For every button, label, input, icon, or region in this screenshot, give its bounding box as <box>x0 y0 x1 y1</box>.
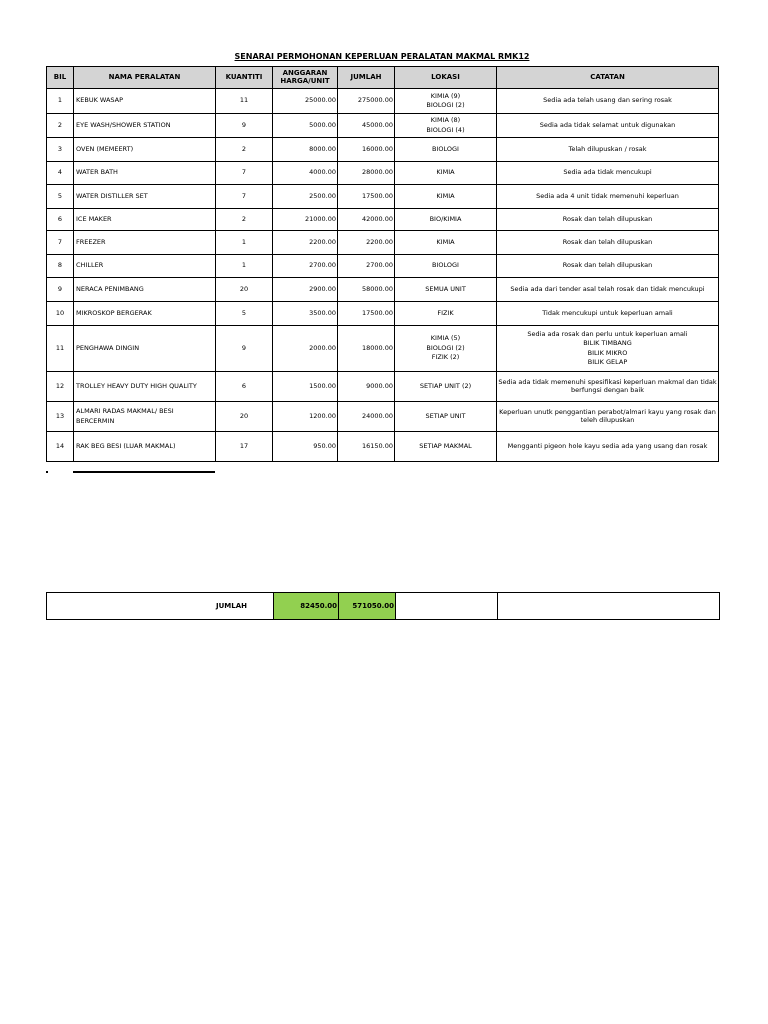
lokasi-line: SETIAP UNIT (2) <box>419 381 472 390</box>
cell-jumlah: 16000.00 <box>338 138 395 162</box>
cell-bil: 1 <box>47 89 74 114</box>
table-row <box>47 255 719 278</box>
cell-nama-peralatan: ALMARI RADAS MAKMAL/ BESI BERCERMIN <box>74 402 216 432</box>
cell-jumlah: 58000.00 <box>338 278 395 302</box>
lokasi-line: KIMIA <box>436 191 455 200</box>
table-row <box>47 138 719 162</box>
lokasi-line: BIOLOGI (2) <box>426 101 465 109</box>
catatan-line: Sedia ada telah usang dan sering rosak <box>543 96 672 105</box>
cell-kuantiti: 2 <box>216 209 273 231</box>
cell-lokasi <box>395 209 497 231</box>
cell-bil: 3 <box>47 138 74 162</box>
header-nama-peralatan: NAMA PERALATAN <box>74 67 216 89</box>
cell-kuantiti: 11 <box>216 89 273 114</box>
cell-harga-unit: 2700.00 <box>273 255 338 278</box>
catatan-line: Tidak mencukupi untuk keperluan amali <box>542 308 673 317</box>
cell-kuantiti: 7 <box>216 185 273 209</box>
cell-nama-peralatan: PENGHAWA DINGIN <box>74 326 216 372</box>
cell-harga-unit: 4000.00 <box>273 162 338 185</box>
table-row <box>47 185 719 209</box>
cell-jumlah: 9000.00 <box>338 372 395 402</box>
cell-nama-peralatan: NERACA PENIMBANG <box>74 278 216 302</box>
cell-jumlah: 16150.00 <box>338 432 395 462</box>
equipment-table <box>46 66 719 462</box>
cell-bil: 4 <box>47 162 74 185</box>
cell-kuantiti: 7 <box>216 162 273 185</box>
cell-jumlah: 45000.00 <box>338 114 395 138</box>
cell-nama-peralatan: WATER BATH <box>74 162 216 185</box>
cell-catatan <box>497 185 719 209</box>
lokasi-line: BIO/KIMIA <box>429 214 462 223</box>
cell-jumlah: 24000.00 <box>338 402 395 432</box>
cell-nama-peralatan: KEBUK WASAP <box>74 89 216 114</box>
cell-harga-unit: 25000.00 <box>273 89 338 114</box>
cell-kuantiti: 6 <box>216 372 273 402</box>
total-table <box>46 592 720 620</box>
cell-jumlah: 275000.00 <box>338 89 395 114</box>
lokasi-line: FIZIK (2) <box>431 353 460 362</box>
cell-kuantiti: 1 <box>216 231 273 255</box>
cell-catatan <box>497 302 719 326</box>
catatan-line: BILIK TIMBANG <box>583 339 632 348</box>
total-catatan-cell <box>498 593 720 620</box>
lokasi-line: KIMIA <box>436 237 455 246</box>
cell-catatan <box>497 372 719 402</box>
catatan-line: Sedia ada dari tender asal telah rosak dan tidak mencukupi <box>510 284 705 293</box>
cell-harga-unit: 8000.00 <box>273 138 338 162</box>
lokasi-line: FIZIK <box>437 308 454 317</box>
table-header-row <box>47 67 719 89</box>
cell-catatan <box>497 231 719 255</box>
cell-catatan <box>497 278 719 302</box>
cell-bil: 9 <box>47 278 74 302</box>
cell-harga-unit: 950.00 <box>273 432 338 462</box>
cell-jumlah: 42000.00 <box>338 209 395 231</box>
lokasi-line: KIMIA <box>436 168 455 177</box>
cell-bil: 13 <box>47 402 74 432</box>
header-lokasi: LOKASI <box>395 67 497 89</box>
lokasi-line: KIMIA (9) <box>430 91 461 100</box>
cell-bil: 6 <box>47 209 74 231</box>
total-row <box>47 593 720 620</box>
cell-harga-unit: 21000.00 <box>273 209 338 231</box>
cell-lokasi <box>395 231 497 255</box>
catatan-line: BILIK MIKRO <box>587 348 628 357</box>
cell-kuantiti: 20 <box>216 402 273 432</box>
table-row <box>47 89 719 114</box>
lokasi-line: SETIAP MAKMAL <box>419 441 472 450</box>
header-anggaran-harga: ANGGARAN HARGA/UNIT <box>273 67 338 89</box>
cell-jumlah: 17500.00 <box>338 185 395 209</box>
cell-kuantiti: 2 <box>216 138 273 162</box>
cell-kuantiti: 9 <box>216 326 273 372</box>
cell-kuantiti: 1 <box>216 255 273 278</box>
cell-harga-unit: 1200.00 <box>273 402 338 432</box>
table-edge-left <box>46 471 48 473</box>
lokasi-line: BIOLOGI (2) <box>426 343 465 352</box>
table-row <box>47 162 719 185</box>
cell-lokasi <box>395 185 497 209</box>
catatan-line: Rosak dan telah dilupuskan <box>562 214 653 223</box>
cell-lokasi <box>395 302 497 326</box>
cell-kuantiti: 5 <box>216 302 273 326</box>
catatan-line: Sedia ada tidak selamat untuk digunakan <box>539 120 676 129</box>
table-row <box>47 114 719 138</box>
cell-lokasi <box>395 326 497 372</box>
lokasi-line: SEMUA UNIT <box>425 284 466 293</box>
cell-nama-peralatan: FREEZER <box>74 231 216 255</box>
table-row <box>47 278 719 302</box>
header-bil: BIL <box>47 67 74 89</box>
cell-harga-unit: 1500.00 <box>273 372 338 402</box>
table-row <box>47 326 719 372</box>
cell-harga-unit: 2900.00 <box>273 278 338 302</box>
table-row <box>47 209 719 231</box>
cell-nama-peralatan: CHILLER <box>74 255 216 278</box>
lokasi-line: SETIAP UNIT <box>425 411 466 420</box>
cell-kuantiti: 9 <box>216 114 273 138</box>
catatan-line: Sedia ada tidak mencukupi <box>563 168 652 177</box>
catatan-line: Sedia ada rosak dan perlu untuk keperluan amali <box>527 329 688 338</box>
total-lokasi-cell <box>396 593 498 620</box>
lokasi-line: BIOLOGI (4) <box>426 125 465 134</box>
cell-harga-unit: 3500.00 <box>273 302 338 326</box>
cell-harga-unit: 2200.00 <box>273 231 338 255</box>
cell-kuantiti: 17 <box>216 432 273 462</box>
cell-catatan <box>497 209 719 231</box>
catatan-line: Sedia ada 4 unit tidak memenuhi keperluan <box>536 191 679 200</box>
cell-lokasi <box>395 162 497 185</box>
cell-lokasi <box>395 372 497 402</box>
cell-bil: 8 <box>47 255 74 278</box>
cell-bil: 2 <box>47 114 74 138</box>
catatan-line: Sedia ada tidak memenuhi spesifikasi keperluan makmal dan tidak berfungsi dengan baik <box>498 377 717 394</box>
cell-kuantiti: 20 <box>216 278 273 302</box>
catatan-line: Keperluan unutk penggantian perabot/almari kayu yang rosak dan teleh dilupuskan <box>499 407 716 424</box>
cell-harga-unit: 5000.00 <box>273 114 338 138</box>
table-row <box>47 302 719 326</box>
cell-nama-peralatan: EYE WASH/SHOWER STATION <box>74 114 216 138</box>
cell-nama-peralatan: ICE MAKER <box>74 209 216 231</box>
catatan-line: Telah dilupuskan / rosak <box>568 144 647 153</box>
cell-bil: 5 <box>47 185 74 209</box>
table-row <box>47 231 719 255</box>
cell-lokasi <box>395 114 497 138</box>
cell-catatan <box>497 89 719 114</box>
cell-harga-unit: 2500.00 <box>273 185 338 209</box>
cell-bil: 7 <box>47 231 74 255</box>
lokasi-line: BIOLOGI <box>432 261 459 270</box>
cell-nama-peralatan: RAK BEG BESI (LUAR MAKMAL) <box>74 432 216 462</box>
total-label: JUMLAH <box>47 593 274 620</box>
cell-lokasi <box>395 89 497 114</box>
cell-jumlah: 28000.00 <box>338 162 395 185</box>
catatan-line: Rosak dan telah dilupuskan <box>562 237 653 246</box>
cell-nama-peralatan: WATER DISTILLER SET <box>74 185 216 209</box>
cell-bil: 11 <box>47 326 74 372</box>
catatan-line: Mengganti pigeon hole kayu sedia ada yang usang dan rosak <box>507 441 708 450</box>
cell-jumlah: 2200.00 <box>338 231 395 255</box>
header-jumlah: JUMLAH <box>338 67 395 89</box>
cell-jumlah: 2700.00 <box>338 255 395 278</box>
lokasi-line: BIOLOGI <box>432 144 459 153</box>
cell-lokasi <box>395 278 497 302</box>
cell-harga-unit: 2000.00 <box>273 326 338 372</box>
table-row <box>47 402 719 432</box>
cell-jumlah: 18000.00 <box>338 326 395 372</box>
cell-catatan <box>497 162 719 185</box>
table-row <box>47 372 719 402</box>
cell-lokasi <box>395 432 497 462</box>
header-catatan: CATATAN <box>497 67 719 89</box>
cell-nama-peralatan: MIKROSKOP BERGERAK <box>74 302 216 326</box>
cell-bil: 12 <box>47 372 74 402</box>
cell-catatan <box>497 326 719 372</box>
catatan-line: Rosak dan telah dilupuskan <box>562 261 653 270</box>
cell-bil: 10 <box>47 302 74 326</box>
cell-nama-peralatan: OVEN (MEMEERT) <box>74 138 216 162</box>
cell-jumlah: 17500.00 <box>338 302 395 326</box>
cell-nama-peralatan: TROLLEY HEAVY DUTY HIGH QUALITY <box>74 372 216 402</box>
total-jumlah: 571050.00 <box>339 593 396 620</box>
total-harga: 82450.00 <box>274 593 339 620</box>
lokasi-line: KIMIA (5) <box>430 334 461 343</box>
cell-catatan <box>497 138 719 162</box>
cell-bil: 14 <box>47 432 74 462</box>
table-row <box>47 432 719 462</box>
cell-catatan <box>497 432 719 462</box>
header-kuantiti: KUANTITI <box>216 67 273 89</box>
cell-lokasi <box>395 402 497 432</box>
table-edge-stub <box>73 471 215 473</box>
catatan-line: BILIK GELAP <box>587 357 628 366</box>
lokasi-line: KIMIA (8) <box>430 116 461 125</box>
cell-lokasi <box>395 255 497 278</box>
document-title: SENARAI PERMOHONAN KEPERLUAN PERALATAN MAKMAL RMK12 <box>234 52 530 61</box>
cell-catatan <box>497 255 719 278</box>
cell-lokasi <box>395 138 497 162</box>
cell-catatan <box>497 402 719 432</box>
cell-catatan <box>497 114 719 138</box>
